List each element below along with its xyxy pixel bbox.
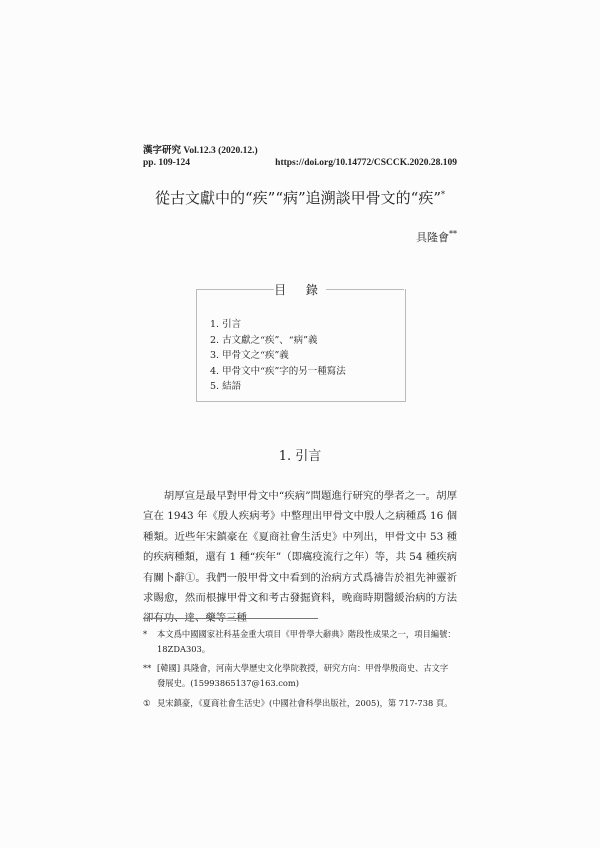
footnote-1 <box>143 627 457 657</box>
paragraph: 胡厚宣是最早對甲骨文中“疾病”問題進行研究的學者之一。胡厚宣在 1943 年《殷人疾病考》中整理出甲骨文中殷人之病種爲 16 個種類。近些年宋鎮豪在《夏商社會生活史》中列出，甲骨文中 53 種的疾病種類，還有 1 種“疾年”（即癘疫流行之年）等，共 54 種疾病有關卜辭①。我們一般甲骨文中看到的治病方式爲禱告於祖先神靈祈求賜愈，然而根據甲骨文和考古發掘資料，晚商時期醫緩治病的方法卻有功、達、藥等三種 <box>143 490 457 625</box>
toc-list <box>210 317 346 395</box>
footnote-text: 見宋鎮豪，《夏商社會生活史》(中國社會科學出版社，2005)，第 717-738 頁。 <box>157 698 453 708</box>
toc-top-rule-left <box>196 289 274 290</box>
journal-header: 漢字研究 Vol.12.3 (2020.12.) <box>143 146 258 156</box>
footnote-mark: ① <box>143 698 151 708</box>
toc-top-rule-right <box>326 289 404 290</box>
author-footnote-mark[interactable]: ** <box>449 229 457 239</box>
footnote-text: [韓國] 具隆會，河南大學歷史文化學院教授，研究方向：甲骨學殷商史、古文字 <box>157 663 449 673</box>
footnote-mark: ** <box>143 663 152 673</box>
body-text <box>143 486 457 629</box>
toc-item[interactable]: 3. 甲骨文之“疾”義 <box>210 350 289 362</box>
toc-item[interactable]: 5. 結語 <box>210 381 242 393</box>
toc-item[interactable]: 4. 甲骨文中“疾”字的另一種寫法 <box>210 365 346 377</box>
page-range: pp. 109-124 <box>143 158 190 168</box>
section-heading: 1. 引言 <box>278 449 322 464</box>
footnote-text: 本文爲中國國家社科基金重大項目《甲骨學大辭典》階段性成果之一，項目編號： <box>157 629 456 639</box>
toc-item[interactable]: 2. 古文獻之“疾”、“病”義 <box>210 334 318 346</box>
footnote-text: 發展史。(15993865137@163.com) <box>157 678 300 688</box>
footnote-text: 18ZDA303。 <box>157 644 211 654</box>
author-name: 具隆會 <box>416 231 449 244</box>
toc-item[interactable]: 1. 引言 <box>210 319 242 330</box>
footnote-2 <box>143 661 457 691</box>
author <box>416 229 457 245</box>
footnote-rule <box>143 618 318 619</box>
footnote-3 <box>143 696 457 711</box>
toc-heading: 目 錄 <box>274 283 326 297</box>
doi-link[interactable]: https://doi.org/10.14772/CSCCK.2020.28.109 <box>275 158 457 168</box>
paper-title-text: 從古文獻中的“疾”“病”追溯談甲骨文的“疾” <box>154 189 441 207</box>
paper-title <box>0 187 600 208</box>
footnote-mark: * <box>143 629 148 639</box>
title-footnote-mark[interactable]: * <box>441 190 445 199</box>
